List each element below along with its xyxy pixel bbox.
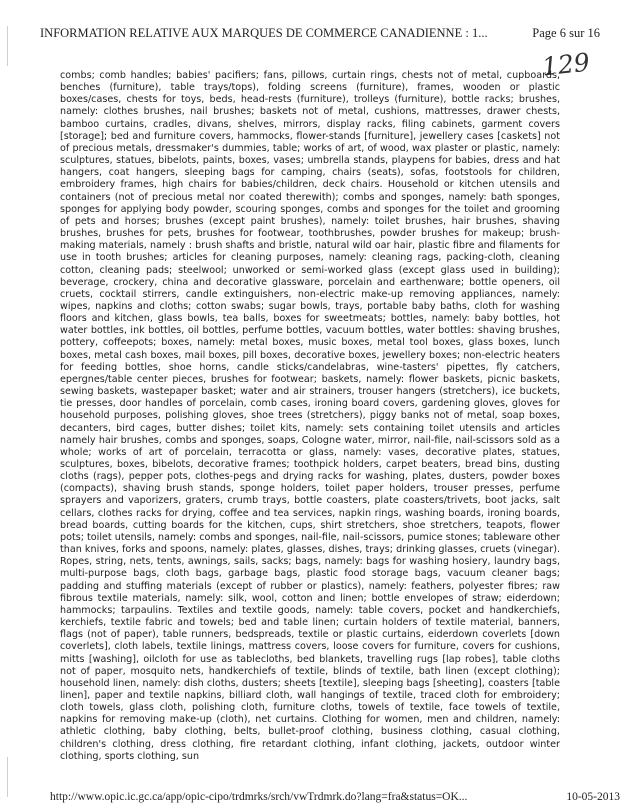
- page-edge-mark-top: [7, 26, 8, 66]
- handwritten-page-number: 129: [540, 47, 592, 82]
- footer-url: http://www.opic.ic.gc.ca/app/opic-cipo/trdmrks/srch/vwTrdmrk.do?lang=fra&status=OK...: [50, 791, 468, 803]
- header-title: INFORMATION RELATIVE AUX MARQUES DE COMMERCE CANADIENNE : 1...: [40, 26, 488, 40]
- page-footer: [50, 791, 620, 808]
- page-edge-mark-bottom: [7, 757, 8, 797]
- header-page-number: Page 6 sur 16: [532, 26, 600, 40]
- page-header: [40, 26, 600, 41]
- body-text: combs; comb handles; babies' pacifiers; fans, pillows, curtain rings, chests not of metal, cupboards, benches (furniture), table trays/tops), folding screens (furniture), frames, wooden or plastic boxes/cases, chests for toys, beds, head-rests (furniture), trolleys (furniture), bottle racks; brushes, namely: clothes brushes, nail brushes; baskets not of metal, cushions, mattresses, drawer chests, bamboo curtains, cradles, divans, shelves, mirrors, display racks, filing cabinets, garment covers [storage]; bed and furniture covers, hammocks, flower-stands [furniture], jewellery cases [caskets] not of precious metals, dressmaker's dummies, table; works of art, of wood, wax plaster or plastic, namely: sculptures, statues, bibelots, paints, boxes, vases; umbrella stands, playpens for babies, dress and hat hangers, coat hangers, sleeping bags for camping, chairs (seats), sofas, footstools for children, embroidery frames, high chairs for babies/children, deck chairs. Household or kitchen utensils and containers (not of precious metal nor coated therewith); combs and sponges, namely: bath sponges, sponges for applying body powder, scouring sponges, combs and sponges for the toilet and grooming of pets and horses; brushes (except paint brushes), namely: toilet brushes, hair brushes, shaving brushes, brushes for pets, brushes for footwear, toothbrushes, powder brushes for makeup; brush-making materials, namely : brush shafts and bristle, natural wild oar hair, plastic fibre and filaments for use in tooth brushes; articles for cleaning purposes, namely: cleaning rags, packing-cloth, cleaning cotton, cleaning pads; steelwool; unworked or semi-worked glass (except glass used in building); beverage, crockery, china and decorative glassware, porcelain and earthenware; bottle openers, oil cruets, cocktail stirrers, candle extinguishers, non-electric make-up removing appliances, namely: wipes, napkins and cloths; cotton swabs; sugar bowls, trays, portable baby baths, cloth for washing floors and kitchen, glass bowls, tea balls, boxes for sweetmeats; bottles, namely: baby bottles, hot water bottles, ink bottles, oil bottles, perfume bottles, vacuum bottles, water bottles: shaving brushes, pottery, coffeepots; boxes, namely: metal boxes, music boxes, metal tool boxes, glass boxes, lunch boxes, metal cash boxes, mail boxes, pill boxes, decorative boxes, jewellery boxes; non-electric heaters for feeding bottles, shoe horns, candle sticks/candelabras, wine-tasters' pipettes, fly catchers, epergnes/table center pieces, brushes for footwear; baskets, namely: flower baskets, picnic baskets, sewing baskets, wastepaper basket; water and air strainers, trouser hangers (stretchers), ice buckets, tie presses, door handles of porcelain, comb cases, ironing board covers, gardening gloves, gloves for household purposes, polishing gloves, shoe trees (stretchers), piggy banks not of metal, soap boxes, decanters, bird cages, butter dishes; toilet kits, namely: sets containing toilet utensils and articles namely hair brushes, combs and sponges, soaps, Cologne water, mirror, nail-file, nail-scissors sold as a whole; works of art of porcelain, terracotta or glass, namely: vases, decorative plates, statues, sculptures, boxes, bibelots, decorative frames; toothpick holders, carpet beaters, bread bins, dusting cloths (rags), pepper pots, clothes-pegs and drying racks for washing, plates, dusters, powder boxes (compacts), shaving brush stands, sponge holders, toilet paper holders, trouser presses, perfume sprayers and vaporizers, graters, crumb trays, bottle coasters, plate coasters/trivets, boot jacks, salt cellars, clothes racks for drying, coffee and tea services, napkin rings, washing boards, ironing boards, bread boards, cutting boards for the kitchen, cups, shirt stretchers, shoe stretchers, teapots, flower pots; toilet utensils, namely: combs and sponges, nail-file, nail-scissors, pumice stones; tableware other than knives, forks and spoons, namely: plates, glasses, dishes, trays; drinking glasses, cruets (vinegar). Ropes, string, nets, tents, awnings, sails, sacks; bags, namely: bags for washing hosiery, laundry bags, multi-purpose bags, cloth bags, garbage bags, plastic food storage bags, vacuum cleaner bags; padding and stuffing materials (except of rubber or plastics), namely: feathers, polyester fibres; raw fibrous textile materials, namely: silk, wool, cotton and linen; bottle envelopes of straw; eiderdown; hammocks; tarpaulins. Textiles and textile goods, namely: table covers, pocket and handkerchiefs, kerchiefs, textile fabric and towels; bed and table linen; curtain holders of textile material, banners, flags (not of paper), table runners, bedspreads, textile or plastic curtains, eiderdown coverlets [down coverlets], cloth labels, textile linings, mattress covers, loose covers for furniture, covers for cushions, mitts [washing], oilcloth for use as tablecloths, bed blankets, travelling rugs [lap robes], table cloths not of paper, mosquito nets, handkerchiefs of textile, blinds of textile, bath linen (except clothing); household linen, namely: dish cloths, dusters; sheets [textile], sleeping bags [sheeting], coasters [table linen], paper and textile napkins, billiard cloth, wall hangings of textile, traced cloth for embroidery; cloth towels, glass cloth, polishing cloth, furniture cloths, towels of textile, face towels of textile, napkins for removing make-up (cloth), net curtains. Clothing for women, men and children, namely: athletic clothing, baby clothing, belts, bullet-proof clothing, business clothing, casual clothing, children's clothing, dress clothing, fire retardant clothing, infant clothing, jackets, outdoor winter clothing, sports clothing, sun: [60, 70, 560, 762]
- footer-date: 10-05-2013: [566, 791, 620, 803]
